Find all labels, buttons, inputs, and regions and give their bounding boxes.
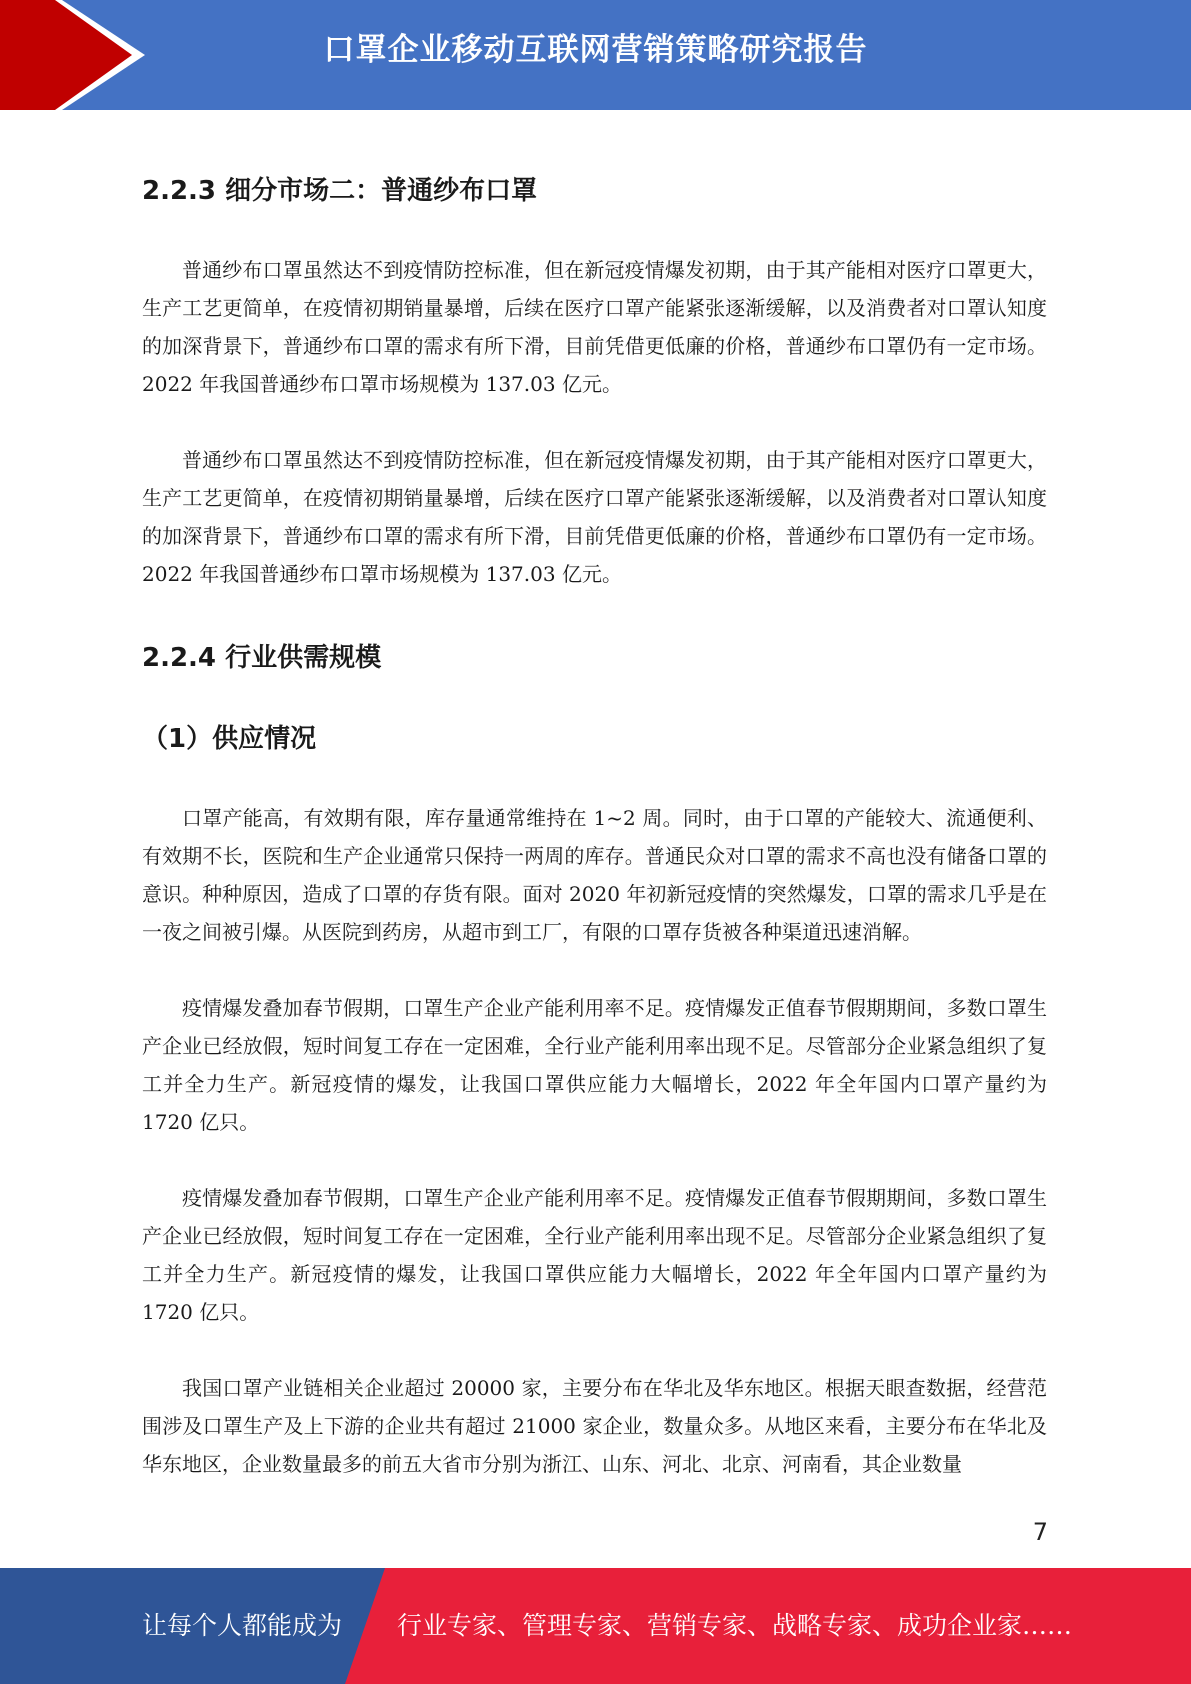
paragraph: 疫情爆发叠加春节假期，口罩生产企业产能利用率不足。疫情爆发正值春节假期期间，多数口罩生产企业已经放假，短时间复工存在一定困难，全行业产能利用率出现不足。尽管部分企业紧急组织了复工并全力生产。新冠疫情的爆发，让我国口罩供应能力大幅增长，2022 年全年国内口罩产量约为 1720 亿只。: [142, 1186, 1047, 1324]
page-number: 7: [1032, 1518, 1048, 1546]
subsection-heading-supply: （1）供应情况: [142, 724, 317, 754]
page-footer: [0, 1568, 1191, 1684]
paragraph: 口罩产能高，有效期有限，库存量通常维持在 1~2 周。同时，由于口罩的产能较大、流通便利、有效期不长，医院和生产企业通常只保持一两周的库存。普通民众对口罩的需求不高也没有储备口罩的意识。种种原因，造成了口罩的存货有限。面对 2020 年初新冠疫情的突然爆发，口罩的需求几乎是在一夜之间被引爆。从医院到药房，从超市到工厂，有限的口罩存货被各种渠道迅速消解。: [142, 806, 1047, 944]
paragraph: 普通纱布口罩虽然达不到疫情防控标准，但在新冠疫情爆发初期，由于其产能相对医疗口罩更大，生产工艺更简单，在疫情初期销量暴增，后续在医疗口罩产能紧张逐渐缓解，以及消费者对口罩认知度的加深背景下，普通纱布口罩的需求有所下滑，目前凭借更低廉的价格，普通纱布口罩仍有一定市场。2022 年我国普通纱布口罩市场规模为 137.03 亿元。: [142, 448, 1047, 586]
section-heading-2-2-3: 2.2.3 细分市场二：普通纱布口罩: [142, 176, 538, 206]
main-content: [142, 150, 1047, 1483]
footer-slogan-right: 行业专家、管理专家、营销专家、战略专家、成功企业家……: [397, 1611, 1073, 1640]
paragraph: 疫情爆发叠加春节假期，口罩生产企业产能利用率不足。疫情爆发正值春节假期期间，多数口罩生产企业已经放假，短时间复工存在一定困难，全行业产能利用率出现不足。尽管部分企业紧急组织了复工并全力生产。新冠疫情的爆发，让我国口罩供应能力大幅增长，2022 年全年国内口罩产量约为 1720 亿只。: [142, 996, 1047, 1134]
paragraph: 我国口罩产业链相关企业超过 20000 家，主要分布在华北及华东地区。根据天眼查数据，经营范围涉及口罩生产及上下游的企业共有超过 21000 家企业，数量众多。从地区来看，主要分布在华北及华东地区，企业数量最多的前五大省市分别为浙江、山东、河北、北京、河南看，其企业数量: [142, 1376, 1047, 1476]
footer-slogan-left: 让每个人都能成为: [142, 1611, 343, 1640]
report-title: 口罩企业移动互联网营销策略研究报告: [323, 32, 868, 68]
page-header: [0, 0, 1191, 110]
paragraph: 普通纱布口罩虽然达不到疫情防控标准，但在新冠疫情爆发初期，由于其产能相对医疗口罩更大，生产工艺更简单，在疫情初期销量暴增，后续在医疗口罩产能紧张逐渐缓解，以及消费者对口罩认知度的加深背景下，普通纱布口罩的需求有所下滑，目前凭借更低廉的价格，普通纱布口罩仍有一定市场。2022 年我国普通纱布口罩市场规模为 137.03 亿元。: [142, 258, 1047, 396]
section-heading-2-2-4: 2.2.4 行业供需规模: [142, 643, 382, 673]
